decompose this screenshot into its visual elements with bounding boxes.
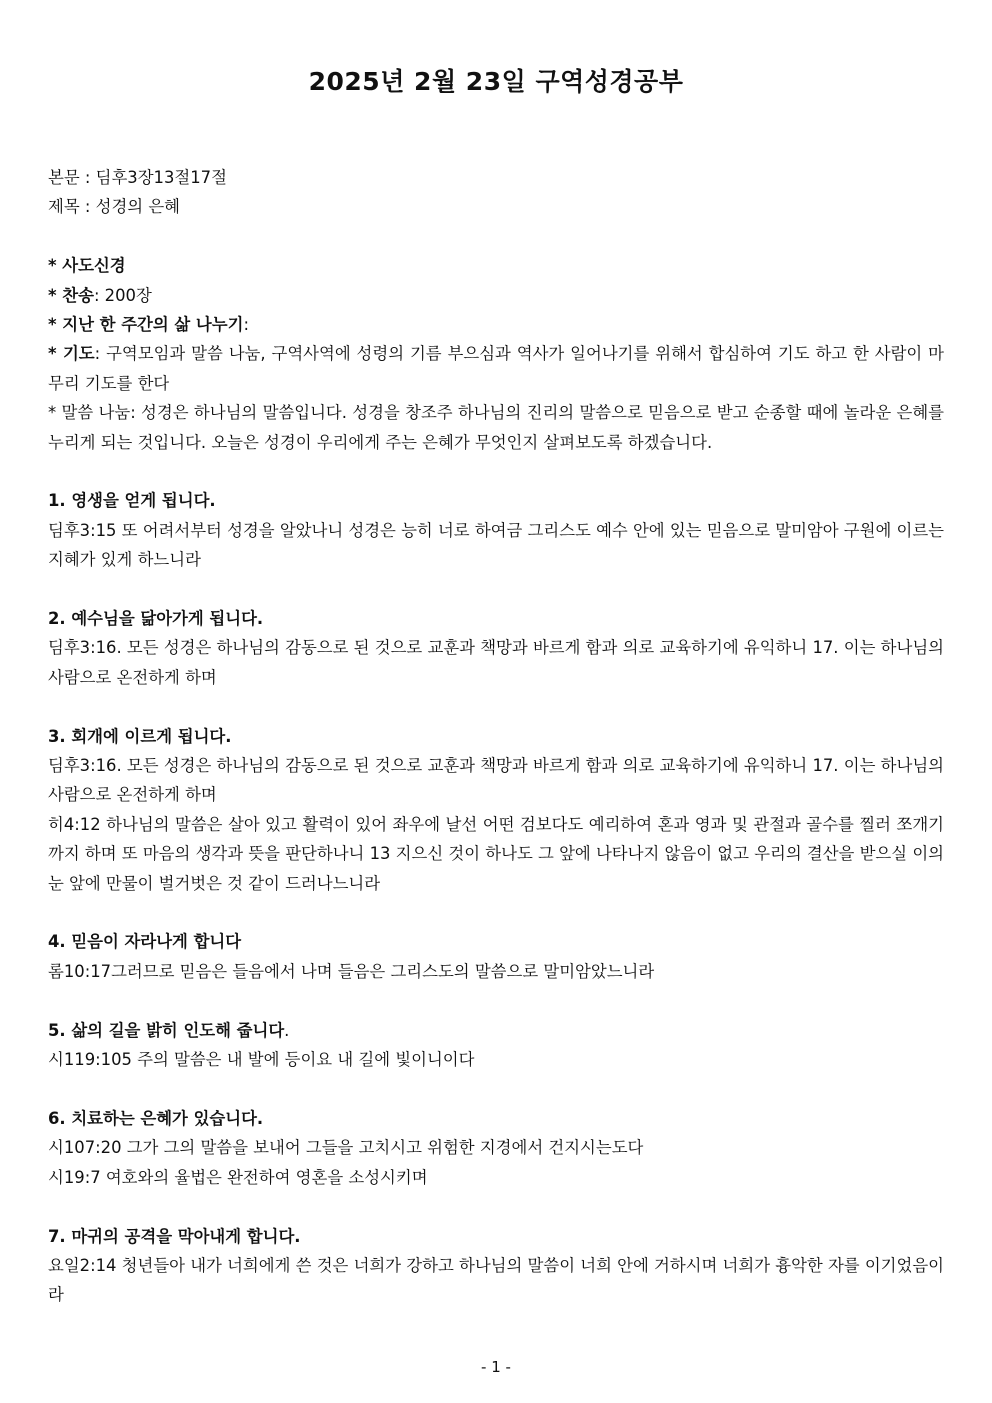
creed-item <box>48 251 944 280</box>
section-5-heading-tail: . <box>284 1020 290 1040</box>
text-reference: 본문 : 딤후3장13절17절 <box>48 168 227 187</box>
section-7-heading: 7. 마귀의 공격을 막아내게 합니다. <box>48 1226 301 1246</box>
sharing-label: * 지난 한 주간의 삶 나누기 <box>48 315 244 335</box>
hymn-label: * 찬송 <box>48 285 94 305</box>
scripture-verse: 롬10:17그러므로 믿음은 들음에서 나며 들음은 그리스도의 말씀으로 말미암았느니라 <box>48 961 655 981</box>
section-1-heading: 1. 영생을 얻게 됩니다. <box>48 491 216 511</box>
section-heading <box>48 927 944 956</box>
scripture-verse: 히4:12 하나님의 말씀은 살아 있고 활력이 있어 좌우에 날선 어떤 검보다도 예리하여 혼과 영과 및 관절과 골수를 찔러 쪼개기까지 하며 또 마음의 생각과 뜻을 판단하나니 13 지으신 것이 하나도 그 앞에 나타나지 않음이 없고 우리의 결산을 받으실 이의 눈 앞에 만물이 벌거벗은 것 같이 드러나느니라 <box>48 814 944 893</box>
prayer-item <box>48 339 944 398</box>
sermon-subject: 제목 : 성경의 은혜 <box>48 197 180 217</box>
scripture-verse: 시19:7 여호와의 율법은 완전하여 영혼을 소성시키며 <box>48 1167 428 1187</box>
section-heading <box>48 604 944 633</box>
sharing-item <box>48 310 944 339</box>
scripture-verse: 딤후3:15 또 어려서부터 성경을 알았나니 성경은 능히 너로 하여금 그리스도 예수 안에 있는 믿음으로 말미암아 구원에 이르는 지혜가 있게 하느니라 <box>48 520 944 570</box>
scripture-verse: 딤후3:16. 모든 성경은 하나님의 감동으로 된 것으로 교훈과 책망과 바르게 함과 의로 교육하기에 유익하니 17. 이는 하나님의 사람으로 온전하게 하며 <box>48 756 944 805</box>
sharing-colon: : <box>243 315 249 335</box>
creed-label: * 사도신경 <box>48 256 126 276</box>
section-heading <box>48 1016 944 1045</box>
section-2-heading: 2. 예수님을 닮아가게 됩니다. <box>48 609 264 629</box>
section-heading <box>48 1104 944 1133</box>
scripture-verse: 시107:20 그가 그의 말씀을 보내어 그들을 고치시고 위험한 지경에서 건지시는도다 <box>48 1138 644 1158</box>
scripture-verse: 딤후3:16. 모든 성경은 하나님의 감동으로 된 것으로 교훈과 책망과 바르게 함과 의로 교육하기에 유익하니 17. 이는 하나님의 사람으로 온전하게 하며 <box>48 638 944 687</box>
section-4-heading: 4. 믿음이 자라나게 합니다 <box>48 932 242 952</box>
section-heading <box>48 1222 944 1251</box>
prayer-text: : 구역모임과 말씀 나눔, 구역사역에 성령의 기름 부으심과 역사가 일어나기를 위해서 합심하여 기도 하고 한 사람이 마무리 기도를 한다 <box>48 344 944 393</box>
scripture-verse: 시119:105 주의 말씀은 내 발에 등이요 내 길에 빛이니이다 <box>48 1050 475 1070</box>
prayer-label: * 기도 <box>48 344 95 364</box>
section-6-heading: 6. 치료하는 은혜가 있습니다. <box>48 1108 264 1128</box>
word-sharing-item: * 말씀 나눔: 성경은 하나님의 말씀입니다. 성경을 창조주 하나님의 진리의 말씀으로 믿음으로 받고 순종할 때에 놀라운 은혜를 누리게 되는 것입니다. 오늘은 성경이 우리에게 주는 은혜가 무엇인지 살펴보도록 하겠습니다. <box>48 403 944 452</box>
scripture-verse: 요일2:14 청년들아 내가 너희에게 쓴 것은 너희가 강하고 하나님의 말씀이 너희 안에 거하시며 너희가 흉악한 자를 이기었음이라 <box>48 1255 944 1305</box>
page-title: 2025년 2월 23일 구역성경공부 <box>308 67 684 96</box>
section-heading <box>48 722 944 751</box>
section-5-heading: 5. 삶의 길을 밝히 인도해 줍니다 <box>48 1020 285 1040</box>
hymn-item <box>48 281 944 310</box>
hymn-value: : 200장 <box>93 285 152 305</box>
section-3-heading: 3. 회개에 이르게 됩니다. <box>48 726 232 746</box>
section-heading <box>48 486 944 515</box>
document-body <box>48 163 944 1310</box>
page-number: - 1 - <box>481 1358 511 1376</box>
